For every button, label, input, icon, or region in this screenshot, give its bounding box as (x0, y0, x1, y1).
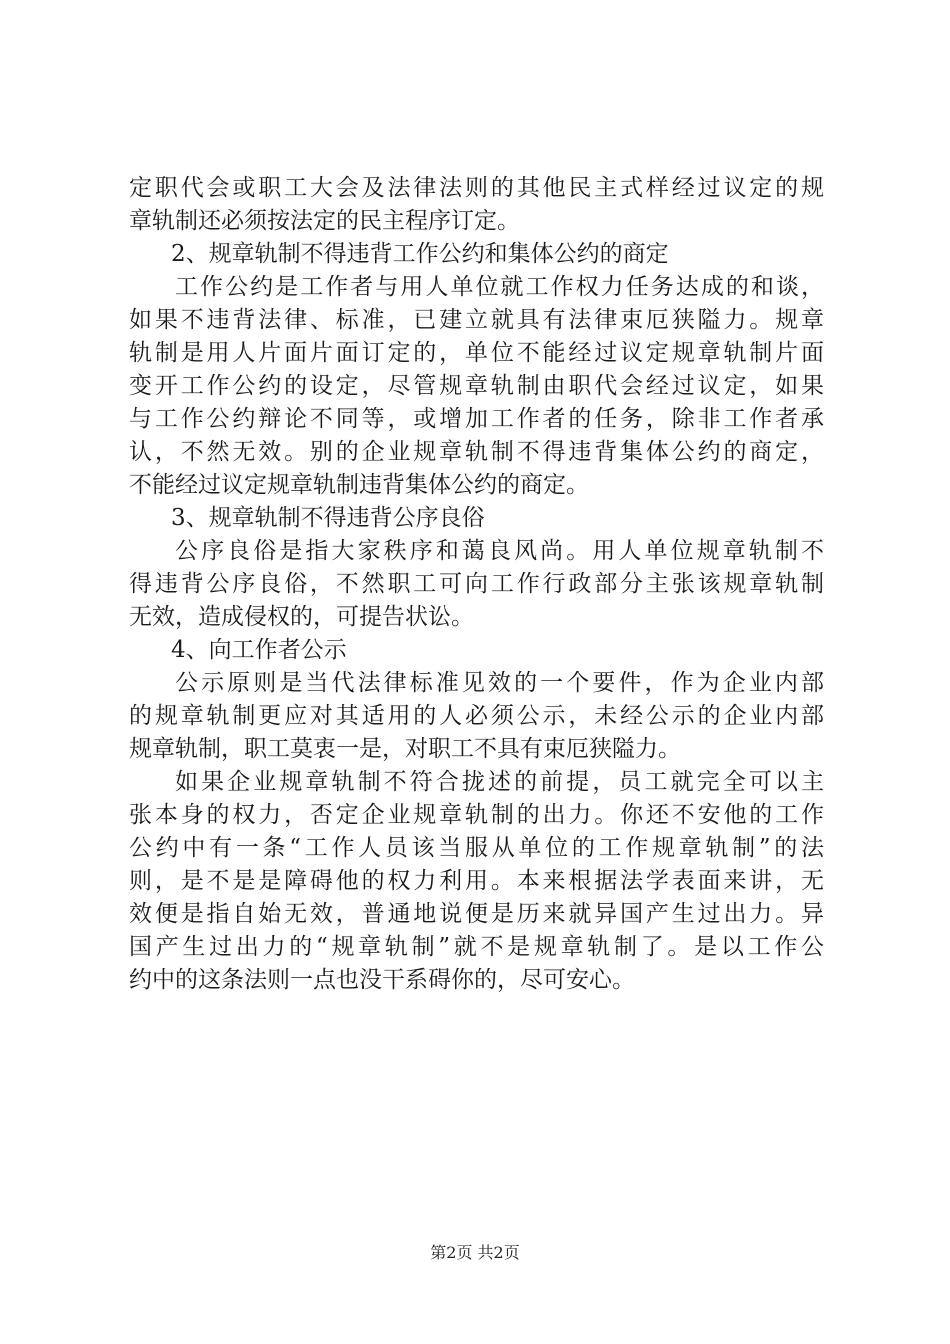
text-line: 公约中有一条“工作人员该当服从单位的工作规章轨制”的法 (129, 835, 824, 861)
text-line: 无效，造成侵权的，可提告状讼。 (129, 604, 474, 630)
text-line: 定职代会或职工大会及法律法则的其他民主式样经过议定的规 (129, 175, 824, 201)
text-line: 轨制是用人片面片面订定的，单位不能经过议定规章轨制片面 (129, 340, 824, 366)
text-line: 效便是指自始无效，普通地说便是历来就异国产生过出力。异 (129, 901, 824, 927)
paragraph-start-line: 公序良俗是指大家秩序和蔼良风尚。用人单位规章轨制不 (175, 538, 824, 564)
text-line: 规章轨制，职工莫衷一是，对职工不具有束厄狭隘力。 (129, 736, 681, 762)
text-line: 则，是不是是障碍他的权力利用。本来根据法学表面来讲，无 (129, 868, 824, 894)
page-number-footer: 第2页 共2页 (430, 1243, 520, 1262)
paragraph-start-line: 公示原则是当代法律标准见效的一个要件，作为企业内部 (175, 670, 824, 696)
text-line: 得违背公序良俗，不然职工可向工作行政部分主张该规章轨制 (129, 571, 824, 597)
document-body (129, 172, 824, 997)
section-heading-3: 3、规章轨制不得违背公序良俗 (171, 505, 485, 531)
text-line: 与工作公约辩论不同等，或增加工作者的任务，除非工作者承 (129, 406, 824, 432)
text-line: 张本身的权力，否定企业规章轨制的出力。你还不安他的工作 (129, 802, 824, 828)
text-line: 约中的这条法则一点也没干系碍你的，尽可安心。 (129, 967, 635, 993)
paragraph-start-line: 如果企业规章轨制不符合拢述的前提，员工就完全可以主 (175, 769, 824, 795)
text-line: 国产生过出力的“规章轨制”就不是规章轨制了。是以工作公 (129, 934, 824, 960)
section-heading-4: 4、向工作者公示 (171, 637, 347, 663)
section-heading-2: 2、规章轨制不得违背工作公约和集体公约的商定 (171, 241, 669, 267)
paragraph-start-line: 工作公约是工作者与用人单位就工作权力任务达成的和谈， (175, 274, 824, 300)
text-line: 认，不然无效。别的企业规章轨制不得违背集体公约的商定， (129, 439, 824, 465)
text-line: 如果不违背法律、标准，已建立就具有法律束厄狭隘力。规章 (129, 307, 824, 333)
text-line: 不能经过议定规章轨制违背集体公约的商定。 (129, 472, 589, 498)
text-line: 章轨制还必须按法定的民主程序订定。 (129, 208, 520, 234)
text-line: 变开工作公约的设定，尽管规章轨制由职代会经过议定，如果 (129, 373, 824, 399)
text-line: 的规章轨制更应对其适用的人必须公示，未经公示的企业内部 (129, 703, 824, 729)
